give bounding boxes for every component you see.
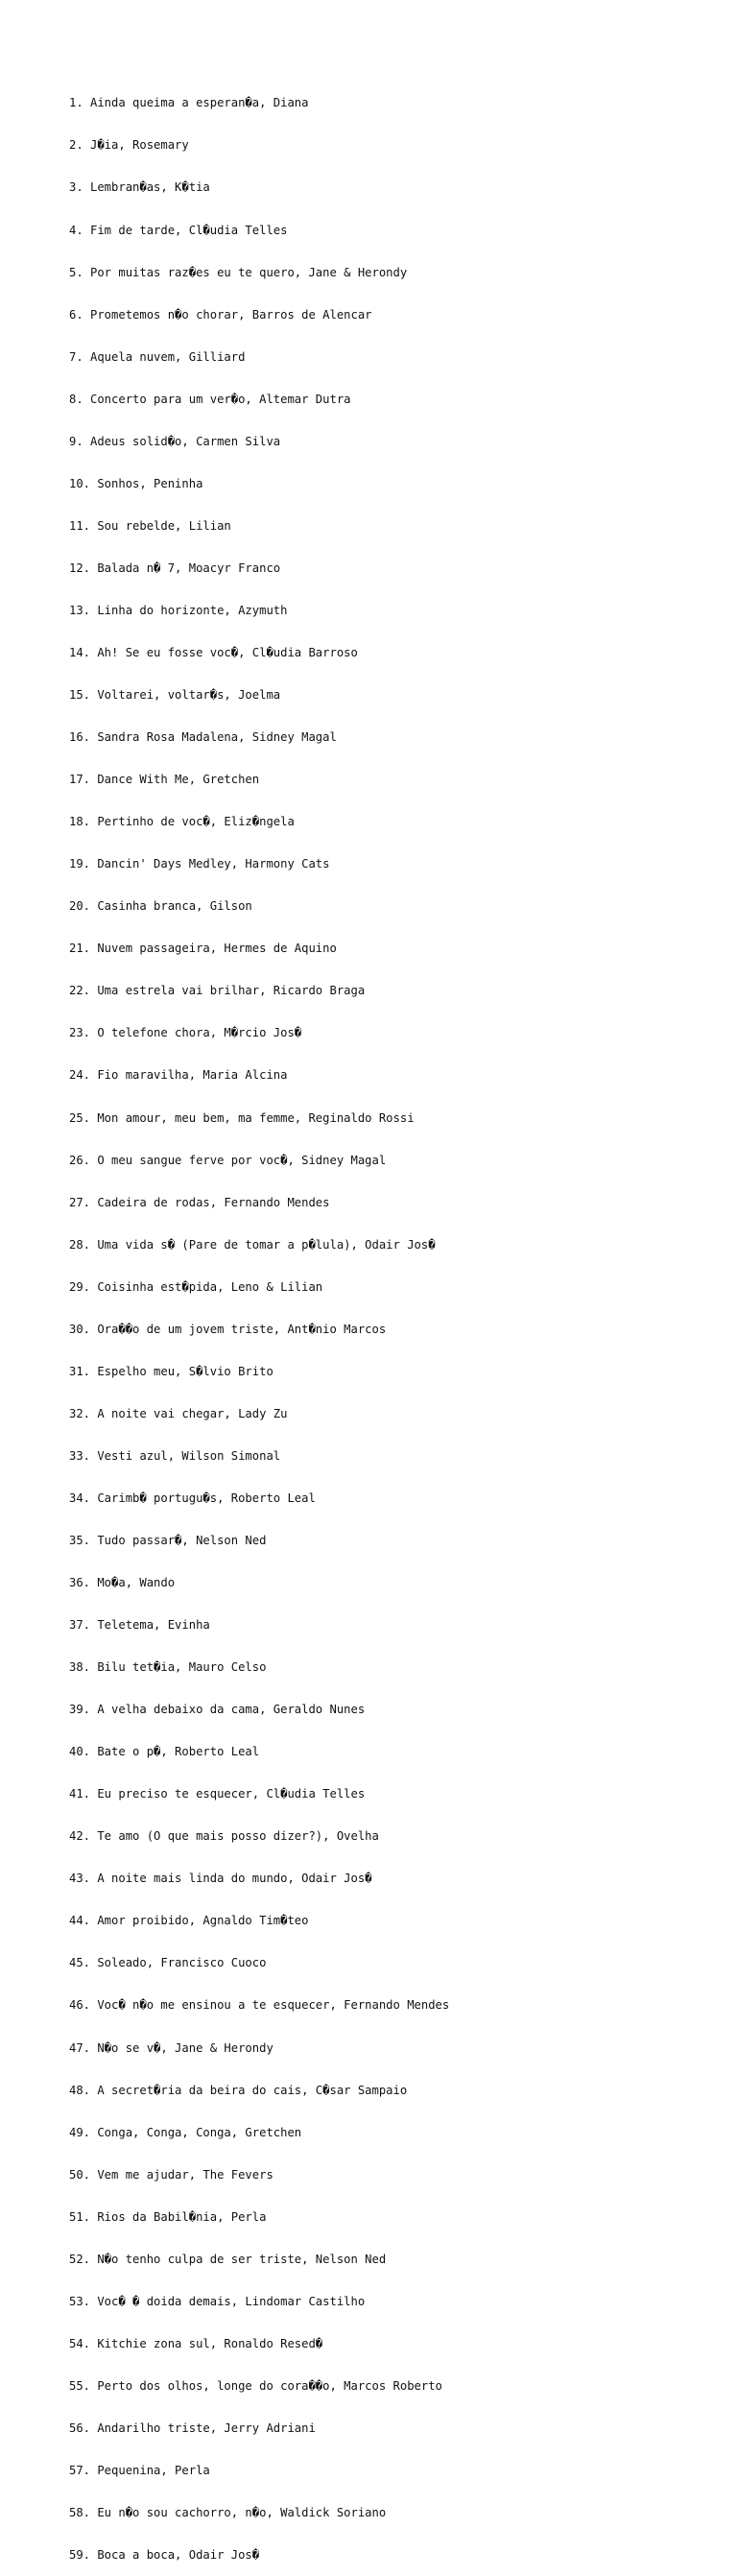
list-item: 11. Sou rebelde, Lilian	[69, 518, 231, 533]
list-item: 41. Eu preciso te esquecer, Cl�udia Telles	[69, 1787, 366, 1801]
list-item: 49. Conga, Conga, Conga, Gretchen	[69, 2125, 302, 2139]
list-item: 30. Ora��o de um jovem triste, Ant�nio Marcos	[69, 1322, 387, 1336]
list-item: 37. Teletema, Evinha	[69, 1618, 210, 1633]
list-item: 55. Perto dos olhos, longe do cora��o, Marcos Roberto	[69, 2378, 442, 2393]
list-item: 14. Ah! Se eu fosse voc�, Cl�udia Barroso	[69, 645, 358, 659]
list-item: 10. Sonhos, Peninha	[69, 476, 203, 490]
list-item: 48. A secret�ria da beira do cais, C�sar Sampaio	[69, 2083, 408, 2097]
list-item: 46. Voc� n�o me ensinou a te esquecer, Fernando Mendes	[69, 1998, 450, 2013]
list-item: 8. Concerto para um ver�o, Altemar Dutra	[69, 392, 351, 406]
list-item: 1. Ainda queima a esperan�a, Diana	[69, 96, 309, 110]
list-item: 19. Dancin' Days Medley, Harmony Cats	[69, 857, 330, 871]
song-list	[69, 68, 449, 2576]
list-item: 44. Amor proibido, Agnaldo Tim�teo	[69, 1914, 309, 1928]
list-item: 58. Eu n�o sou cachorro, n�o, Waldick Soriano	[69, 2506, 387, 2520]
list-item: 5. Por muitas raz�es eu te quero, Jane & Herondy	[69, 265, 408, 279]
list-item: 2. J�ia, Rosemary	[69, 138, 189, 153]
list-item: 18. Pertinho de voc�, Eliz�ngela	[69, 815, 295, 829]
list-item: 22. Uma estrela vai brilhar, Ricardo Braga	[69, 984, 366, 998]
list-item: 27. Cadeira de rodas, Fernando Mendes	[69, 1195, 330, 1209]
list-item: 57. Pequenina, Perla	[69, 2464, 210, 2477]
list-item: 6. Prometemos n�o chorar, Barros de Alencar	[69, 307, 372, 322]
list-item: 29. Coisinha est�pida, Leno & Lilian	[69, 1279, 323, 1294]
list-item: 13. Linha do horizonte, Azymuth	[69, 603, 288, 617]
list-item: 33. Vesti azul, Wilson Simonal	[69, 1448, 281, 1463]
list-item: 52. N�o tenho culpa de ser triste, Nelson Ned	[69, 2252, 387, 2266]
list-item: 59. Boca a boca, Odair Jos�	[69, 2548, 260, 2563]
list-item: 50. Vem me ajudar, The Fevers	[69, 2167, 273, 2182]
list-item: 20. Casinha branca, Gilson	[69, 899, 252, 914]
list-item: 53. Voc� � doida demais, Lindomar Castilho	[69, 2294, 366, 2308]
list-item: 26. O meu sangue ferve por voc�, Sidney Magal	[69, 1153, 387, 1167]
list-item: 24. Fio maravilha, Maria Alcina	[69, 1068, 288, 1083]
list-item: 4. Fim de tarde, Cl�udia Telles	[69, 223, 288, 237]
list-item: 39. A velha debaixo da cama, Geraldo Nunes	[69, 1703, 366, 1717]
list-item: 12. Balada n� 7, Moacyr Franco	[69, 561, 281, 575]
list-item: 17. Dance With Me, Gretchen	[69, 773, 260, 787]
list-item: 31. Espelho meu, S�lvio Brito	[69, 1364, 273, 1378]
list-item: 7. Aquela nuvem, Gilliard	[69, 349, 246, 364]
list-item: 21. Nuvem passageira, Hermes de Aquino	[69, 942, 337, 956]
list-item: 28. Uma vida s� (Pare de tomar a p�lula), Odair Jos�	[69, 1237, 436, 1252]
list-item: 56. Andarilho triste, Jerry Adriani	[69, 2421, 316, 2435]
list-item: 3. Lembran�as, K�tia	[69, 180, 210, 195]
list-item: 16. Sandra Rosa Madalena, Sidney Magal	[69, 730, 337, 745]
list-item: 42. Te amo (O que mais posso dizer?), Ovelha	[69, 1829, 379, 1844]
list-item: 36. Mo�a, Wando	[69, 1576, 176, 1590]
list-item: 38. Bilu tet�ia, Mauro Celso	[69, 1660, 267, 1675]
list-item: 47. N�o se v�, Jane & Herondy	[69, 2040, 273, 2055]
list-item: 40. Bate o p�, Roberto Leal	[69, 1745, 260, 1759]
list-item: 35. Tudo passar�, Nelson Ned	[69, 1533, 267, 1547]
list-item: 25. Mon amour, meu bem, ma femme, Reginaldo Rossi	[69, 1110, 415, 1125]
list-item: 23. O telefone chora, M�rcio Jos�	[69, 1026, 302, 1040]
list-item: 45. Soleado, Francisco Cuoco	[69, 1956, 267, 1970]
list-item: 34. Carimb� portugu�s, Roberto Leal	[69, 1491, 316, 1505]
list-item: 15. Voltarei, voltar�s, Joelma	[69, 688, 281, 703]
list-item: 9. Adeus solid�o, Carmen Silva	[69, 434, 281, 448]
list-item: 43. A noite mais linda do mundo, Odair Jos�	[69, 1872, 372, 1886]
list-item: 51. Rios da Babil�nia, Perla	[69, 2209, 267, 2224]
list-item: 54. Kitchie zona sul, Ronaldo Resed�	[69, 2336, 323, 2350]
list-item: 32. A noite vai chegar, Lady Zu	[69, 1406, 288, 1420]
